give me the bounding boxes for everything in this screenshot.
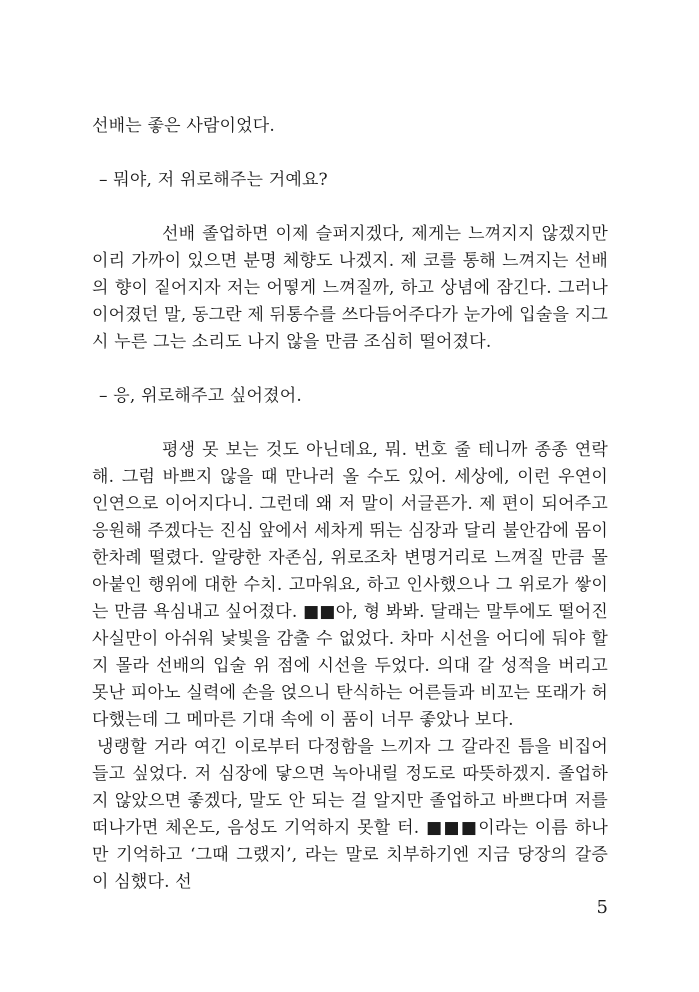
dialogue-line-2: – 응, 위로해주고 싶어졌어. [99, 386, 302, 406]
body-text [92, 113, 608, 896]
paragraph-2: 평생 못 보는 것도 아닌데요, 뭐. 번호 줄 테니까 종종 연락해. 그럼 바쁘지 않을 때 만나러 올 수도 있어. 세상에, 이런 우연이 인연으로 이어지다니. 그런데 왜 저 말이 서글픈가. 제 편이 되어주고 응원해 주겠다는 진심 앞에서 세차게 뛰는 심장과 달리 불안감에 몸이 한차례 떨렸다. 알량한 자존심, 위로조차 변명거리로 느껴질 만큼 몰아붙인 행위에 대한 수치. 고마워요, 하고 인사했으나 그 위로가 쌓이는 만큼 욕심내고 싶어졌다. ■■아, 형 봐봐. 달래는 말투에도 떨어진 사실만이 아쉬워 낯빛을 감출 수 없었다. 차마 시선을 어디에 둬야 할지 몰라 선배의 입술 위 점에 시선을 두었다. 의대 갈 성적을 버리고 못난 피아노 실력에 손을 얹으니 탄식하는 어른들과 비꼬는 또래가 허다했는데 그 메마른 기대 속에 이 품이 너무 좋았나 보다. [92, 440, 608, 730]
blank-line [92, 140, 608, 167]
blank-line [92, 410, 608, 437]
dialogue-line-1: – 뭐야, 저 위로해주는 거예요? [99, 170, 328, 190]
page-number: 5 [596, 897, 608, 918]
paragraph-3: 냉랭할 거라 여긴 이로부터 다정함을 느끼자 그 갈라진 틈을 비집어 들고 싶었다. 저 심장에 닿으면 녹아내릴 정도로 따뜻하겠지. 졸업하지 않았으면 좋겠다, 말도 안 되는 걸 알지만 졸업하고 바쁘다며 저를 떠나가면 체온도, 음성도 기억하지 못할 터. ■■■이라는 이름 하나만 기억하고 ‘그때 그랬지’, 라는 말로 치부하기엔 지금 당장의 갈증이 심했다. 선 [92, 737, 608, 892]
paragraph-1: 선배 졸업하면 이제 슬퍼지겠다, 제게는 느껴지지 않겠지만 이리 가까이 있으면 분명 체향도 나겠지. 제 코를 통해 느껴지는 선배의 향이 짙어지자 저는 어떻게 느껴질까, 하고 상념에 잠긴다. 그러나 이어졌던 말, 동그란 제 뒤통수를 쓰다듬어주다가 눈가에 입술을 지그시 누른 그는 소리도 나지 않을 만큼 조심히 떨어졌다. [92, 224, 608, 352]
blank-line [92, 356, 608, 383]
blank-line [92, 194, 608, 221]
opening-line: 선배는 좋은 사람이었다. [92, 116, 276, 136]
